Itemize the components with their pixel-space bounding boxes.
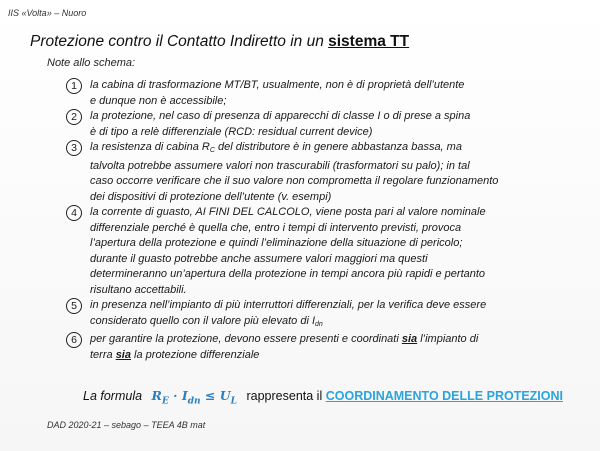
note-text: del distributore è in genere abbastanza bassa, ma [214,141,462,153]
note-text: la protezione differenziale [130,348,260,361]
note-line: la protezione, nel caso di presenza di apparecchi di classe I o di prese a spina [90,110,471,122]
note-number: 4 [66,205,82,221]
note-line: dei dispositivi di protezione dell’utente (v. esempi) [90,190,332,203]
coordination-link[interactable]: COORDINAMENTO DELLE PROTEZIONI [325,389,563,403]
note-line [90,140,586,159]
formula-dot: · [168,388,182,403]
notes-list [66,78,586,363]
subscript: dn [315,320,323,328]
note-6 [66,332,586,363]
note-line [90,314,586,333]
note-line [90,348,586,364]
note-3 [66,140,586,205]
note-line: l’apertura della protezione e quindi l’eliminazione della situazione di pericolo; [90,237,463,249]
formula-expression [151,388,237,407]
footer-label: DAD 2020-21 – sebago – TEEA 4B mat [47,420,206,430]
title-emphasis: sistema TT [328,33,410,50]
note-text: l’impianto di [417,333,479,345]
note-text: per garantire la protezione, devono essere presenti e coordinati [90,333,402,345]
note-2 [66,109,586,140]
formula-prefix: La formula [83,389,143,403]
title-prefix: Protezione contro il Contatto Indiretto in un [30,33,329,50]
formula-u-sub: L [230,396,237,407]
formula-line [83,388,563,407]
page-title [30,33,409,51]
note-number: 5 [66,298,82,314]
note-text: terra [90,348,116,361]
formula-r: R [151,388,162,403]
note-4 [66,205,586,298]
note-text: la resistenza di cabina R [90,141,210,153]
note-line: risultano accettabili. [90,283,187,296]
note-line: la cabina di trasformazione MT/BT, usualmente, non è di proprietà dell’utente [90,79,465,91]
header-label: IIS «Volta» – Nuoro [8,8,87,18]
note-line: caso occorre verificare che il suo valore non comprometta il regolare funzionamento [90,175,499,187]
formula-i-sub: dn [187,396,201,407]
notes-subtitle: Note allo schema: [47,57,136,69]
formula-u: U [219,388,231,403]
note-line: differenziale perché è quella che, entro i tempi di intervento previsti, provoca [90,221,462,234]
note-line: determineranno un’apertura della protezione in tempi ancora più rapidi e pertanto [90,268,486,280]
note-5 [66,298,586,332]
subscript: C [209,147,215,154]
note-emphasis: sia [401,333,418,345]
note-text: considerato quello con il valore più elevato di I [90,314,316,327]
note-line: è di tipo a relè differenziale (RCD: residual current device) [90,125,373,138]
formula-middle: rappresenta il [246,389,323,403]
note-line: in presenza nell’impianto di più interruttori differenziali, per la verifica deve essere [90,299,487,311]
note-number: 3 [66,140,82,156]
formula-leq: ≤ [200,388,220,403]
note-emphasis: sia [115,348,131,361]
formula-r-sub: E [161,396,169,407]
note-line: durante il guasto potrebbe anche assumere valori maggiori ma questi [90,252,428,265]
note-1 [66,78,586,109]
note-line: talvolta potrebbe assumere valori non trascurabili (trasformatori su palo); in tal [90,159,470,172]
note-number: 2 [66,109,82,125]
note-line: la corrente di guasto, AI FINI DEL CALCOLO, viene posta pari al valore nominale [90,206,486,218]
formula-i: I [181,388,188,403]
note-number: 6 [66,332,82,348]
note-line [90,332,586,348]
note-line: e dunque non è accessibile; [90,94,227,107]
note-number: 1 [66,78,82,94]
